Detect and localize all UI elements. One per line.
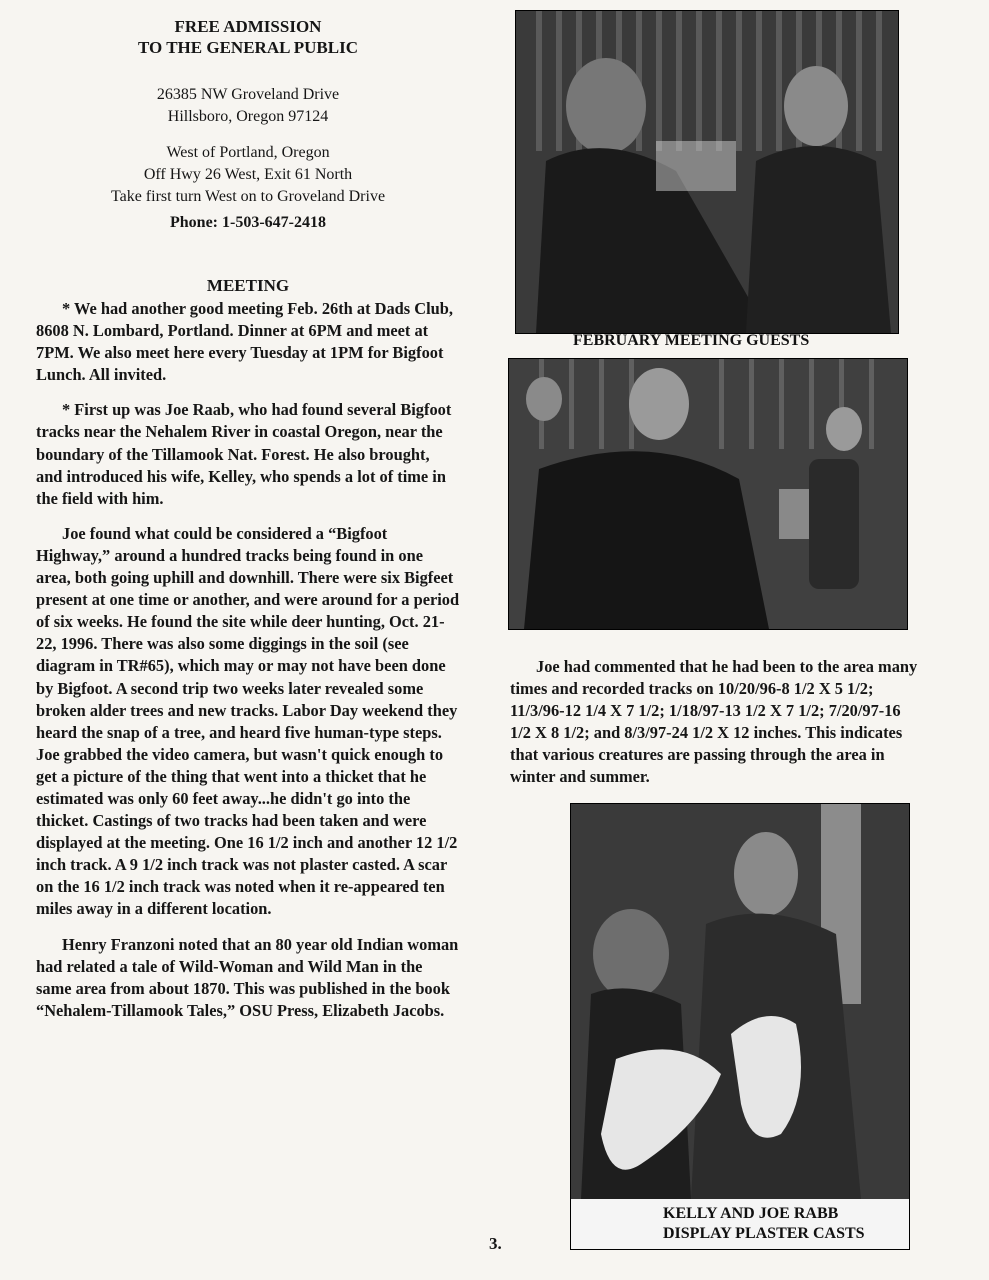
photo-3-image <box>571 804 909 1249</box>
photo-meeting-speaker <box>508 358 908 630</box>
left-column <box>36 16 460 1035</box>
meeting-paragraph-3: Joe found what could be considered a “Bigfoot Highway,” around a hundred tracks being found in one area, both going uphill and downhill. There were six Bigfeet present at one time or another, and were around for a period of six weeks. He found the site while deer hunting, Oct. 21-22, 1996. There was also some diggings in the soil (see diagram in TR#65), which may or may not have been done by Bigfoot. A second trip two weeks later revealed some broken alder trees and new tracks. Labor Day weekend they heard the snap of a tree, and heard five human-type steps. Joe grabbed the video camera, but wasn't quick enough to get a picture of the thing that went into a thicket that he estimated was only 60 feet away...he didn't go into the thicket. Castings of two tracks had been taken and were displayed at the meeting. One 16 1/2 inch and another 12 1/2 inch track. A 9 1/2 inch track was not plaster casted. A scar on the 16 1/2 inch track was noted when it re-appeared ten miles away in a different location. <box>36 523 460 919</box>
admission-line-2: TO THE GENERAL PUBLIC <box>138 38 358 57</box>
page-number: 3. <box>489 1234 502 1253</box>
admission-notice <box>36 16 460 58</box>
photo-1-caption: FEBRUARY MEETING GUESTS <box>573 332 810 349</box>
photo-2-image <box>509 359 907 629</box>
address-line-1: 26385 NW Groveland Drive <box>156 86 340 103</box>
admission-line-1: FREE ADMISSION <box>174 17 322 36</box>
meeting-paragraph-1: * We had another good meeting Feb. 26th at Dads Club, 8608 N. Lombard, Portland. Dinner at 6PM and meet at 7PM. We also meet here every Tuesday at 1PM for Bigfoot Lunch. All invited. <box>36 299 453 385</box>
meeting-heading: MEETING <box>206 276 290 295</box>
meeting-paragraph-4: Henry Franzoni noted that an 80 year old Indian woman had related a tale of Wild-Woman and Wild Man in the same area from about 1870. This was published in the book “Nehalem-Tillamook Tales,” OSU Press, Elizabeth Jacobs. <box>36 934 459 1020</box>
directions-block <box>36 142 460 208</box>
directions-line-1: West of Portland, Oregon <box>166 144 330 161</box>
photo-february-meeting-guests <box>515 10 899 334</box>
address-block <box>36 84 460 128</box>
photo-3-caption <box>663 1204 865 1244</box>
tracks-paragraph: Joe had commented that he had been to the area many times and recorded tracks on 10/20/96-8 1/2 X 5 1/2; 11/3/96-12 1/4 X 7 1/2; 1/18/97-13 1/2 X 7 1/2; 7/20/97-16 1/2 X 8 1/2; and 8/3/97-24 1/2 X 12 inches. This indicates that various creatures are passing through the area in winter and summer. <box>510 657 918 787</box>
photo-1-image <box>516 11 898 333</box>
photo-3-caption-line-2: DISPLAY PLASTER CASTS <box>663 1225 865 1242</box>
address-line-2: Hillsboro, Oregon 97124 <box>167 108 329 125</box>
meeting-paragraph-2: * First up was Joe Raab, who had found several Bigfoot tracks near the Nehalem River in coastal Oregon, near the boundary of the Tillamook Nat. Forest. He also brought, and introduced his wife, Kelley, who spends a lot of time in the field with him. <box>36 400 452 508</box>
phone-number: Phone: 1-503-647-2418 <box>170 214 326 231</box>
directions-line-2: Off Hwy 26 West, Exit 61 North <box>143 166 353 183</box>
photo-3-caption-line-1: KELLY AND JOE RABB <box>663 1205 839 1222</box>
directions-line-3: Take first turn West on to Groveland Drive <box>110 188 386 205</box>
photo-kelly-joe-rabb <box>570 803 910 1250</box>
